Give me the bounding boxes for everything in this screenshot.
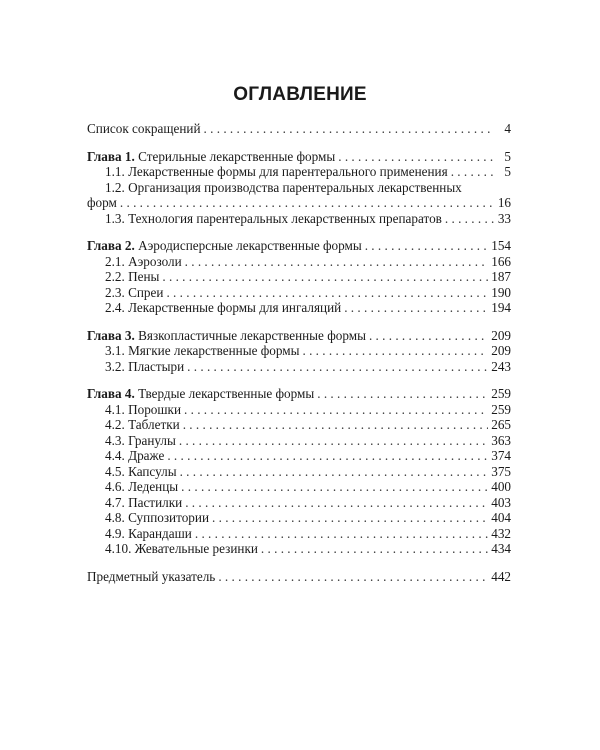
toc-entry-label: 3.2. Пластыри [105, 358, 185, 374]
toc-entry-4-6[interactable] [87, 479, 511, 495]
chapter-title: Аэродисперсные лекарственные формы [138, 238, 362, 253]
dot-leader [218, 569, 488, 585]
toc-page-number: 403 [491, 494, 511, 510]
table-of-contents [87, 121, 511, 596]
toc-entry-2-3[interactable] [87, 285, 511, 301]
page-title: ОГЛАВЛЕНИЕ [233, 84, 367, 105]
toc-entry-1-1[interactable] [87, 164, 511, 180]
toc-entry-4-10[interactable] [87, 541, 511, 557]
toc-section-chapter-1 [87, 149, 511, 227]
toc-entry-label: Предметный указатель [87, 568, 216, 584]
toc-page-number: 434 [491, 541, 511, 556]
toc-entry-label: 1.3. Технология парентеральных лекарственных препаратов [105, 210, 442, 226]
toc-entry-3-1[interactable] [87, 343, 511, 359]
toc-entry-4-3[interactable] [87, 433, 511, 449]
toc-page-number: 432 [491, 525, 511, 541]
dot-leader [445, 211, 494, 227]
toc-entry-label: 1.1. Лекарственные формы для парентерального применения [105, 164, 448, 179]
toc-page-number: 209 [491, 327, 511, 343]
toc-entry-index[interactable] [87, 569, 511, 585]
toc-page-number: 363 [491, 432, 511, 448]
toc-section-chapter-2 [87, 238, 511, 316]
dot-leader [185, 495, 488, 511]
toc-entry-2-2[interactable] [87, 269, 511, 285]
toc-entry-label: 4.6. Леденцы [105, 479, 179, 494]
dot-leader [180, 464, 489, 480]
toc-entry-label: 4.5. Капсулы [105, 463, 177, 479]
toc-page-number: 4 [504, 121, 511, 136]
toc-entry-2-4[interactable] [87, 300, 511, 316]
toc-entry-1-2-line2[interactable] [87, 195, 511, 211]
toc-page-number: 265 [491, 417, 511, 432]
toc-entry-4-2[interactable] [87, 417, 511, 433]
toc-chapter-2[interactable] [87, 238, 511, 254]
dot-leader [365, 238, 489, 254]
toc-chapter-1[interactable] [87, 149, 511, 165]
chapter-title: Стерильные лекарственные формы [138, 148, 336, 164]
toc-chapter-3[interactable] [87, 328, 511, 344]
toc-chapter-4[interactable] [87, 386, 511, 402]
toc-chapter-label [87, 328, 366, 344]
chapter-title: Вязкопластичные лекарственные формы [138, 327, 366, 343]
chapter-prefix: Глава 3. [87, 327, 135, 343]
toc-entry-4-5[interactable] [87, 464, 511, 480]
dot-leader [317, 386, 488, 402]
toc-page-number: 5 [504, 148, 511, 164]
toc-page-number: 375 [491, 463, 511, 479]
toc-entry-4-9[interactable] [87, 526, 511, 542]
dot-leader [120, 195, 494, 211]
dot-leader [184, 402, 488, 418]
dot-leader [451, 164, 494, 180]
dot-leader [167, 448, 488, 464]
toc-section-index [87, 569, 511, 585]
dot-leader [261, 541, 488, 557]
dot-leader [187, 359, 488, 375]
toc-entry-label: 3.1. Мягкие лекарственные формы [105, 343, 300, 358]
toc-entry-label: форм [87, 195, 117, 210]
toc-entry-4-1[interactable] [87, 402, 511, 418]
dot-leader [204, 121, 494, 137]
toc-entry-label: 4.2. Таблетки [105, 417, 180, 432]
toc-entry-label: 4.3. Гранулы [105, 432, 176, 448]
toc-page-number: 404 [491, 510, 511, 525]
toc-section-abbreviations [87, 121, 511, 137]
dot-leader [179, 433, 488, 449]
toc-entry-label: 2.4. Лекарственные формы для ингаляций [105, 300, 342, 315]
dot-leader [183, 417, 489, 433]
toc-entry-label: 2.3. Спреи [105, 284, 164, 300]
toc-section-chapter-3 [87, 328, 511, 375]
toc-page-number: 259 [491, 401, 511, 417]
dot-leader [344, 300, 488, 316]
toc-page-number: 374 [491, 448, 511, 463]
toc-entry-label: 4.10. Жевательные резинки [105, 541, 258, 556]
toc-page-number: 16 [497, 195, 511, 210]
toc-entry-label: 4.1. Порошки [105, 401, 182, 417]
toc-entry-4-8[interactable] [87, 510, 511, 526]
toc-page-number: 154 [491, 238, 511, 253]
toc-entry-label: 4.7. Пастилки [105, 494, 183, 510]
dot-leader [212, 510, 488, 526]
toc-entry-label: 4.9. Карандаши [105, 525, 192, 541]
toc-section-chapter-4 [87, 386, 511, 557]
toc-entry-label: 1.2. Организация производства парентеральных лекарственных [105, 179, 462, 195]
toc-page-number: 5 [504, 164, 511, 179]
dot-leader [185, 254, 489, 270]
toc-page-number: 259 [491, 386, 511, 401]
toc-chapter-label [87, 238, 362, 254]
toc-page-number: 190 [491, 284, 511, 300]
toc-page-number: 442 [491, 568, 511, 584]
toc-entry-abbreviations[interactable] [87, 121, 511, 137]
toc-page-number: 209 [491, 343, 511, 358]
toc-page-number: 400 [491, 479, 511, 494]
toc-entry-label: 2.1. Аэрозоли [105, 253, 182, 269]
toc-entry-label: 4.4. Драже [105, 448, 165, 463]
chapter-prefix: Глава 1. [87, 148, 135, 164]
dot-leader [181, 479, 488, 495]
chapter-prefix: Глава 2. [87, 238, 135, 253]
toc-entry-label: 4.8. Суппозитории [105, 510, 210, 525]
toc-page-number: 194 [491, 300, 511, 315]
toc-page-number: 166 [491, 253, 511, 269]
chapter-title: Твердые лекарственные формы [138, 386, 315, 401]
chapter-prefix: Глава 4. [87, 386, 135, 401]
dot-leader [166, 285, 488, 301]
toc-entry-label: Список сокращений [87, 121, 201, 136]
dot-leader [369, 328, 488, 344]
toc-entry-label: 2.2. Пены [105, 269, 160, 284]
toc-page-number: 33 [497, 210, 511, 226]
toc-entry-1-2-line1[interactable] [87, 180, 511, 196]
toc-entry-4-4[interactable] [87, 448, 511, 464]
dot-leader [338, 149, 494, 165]
toc-chapter-label [87, 386, 314, 402]
dot-leader [302, 343, 488, 359]
toc-entry-3-2[interactable] [87, 359, 511, 375]
toc-entry-2-1[interactable] [87, 254, 511, 270]
toc-chapter-label [87, 149, 335, 165]
toc-page-number: 243 [491, 358, 511, 374]
toc-page-number: 187 [491, 269, 511, 284]
dot-leader [162, 269, 488, 285]
dot-leader [195, 526, 488, 542]
toc-entry-1-3[interactable] [87, 211, 511, 227]
toc-entry-4-7[interactable] [87, 495, 511, 511]
